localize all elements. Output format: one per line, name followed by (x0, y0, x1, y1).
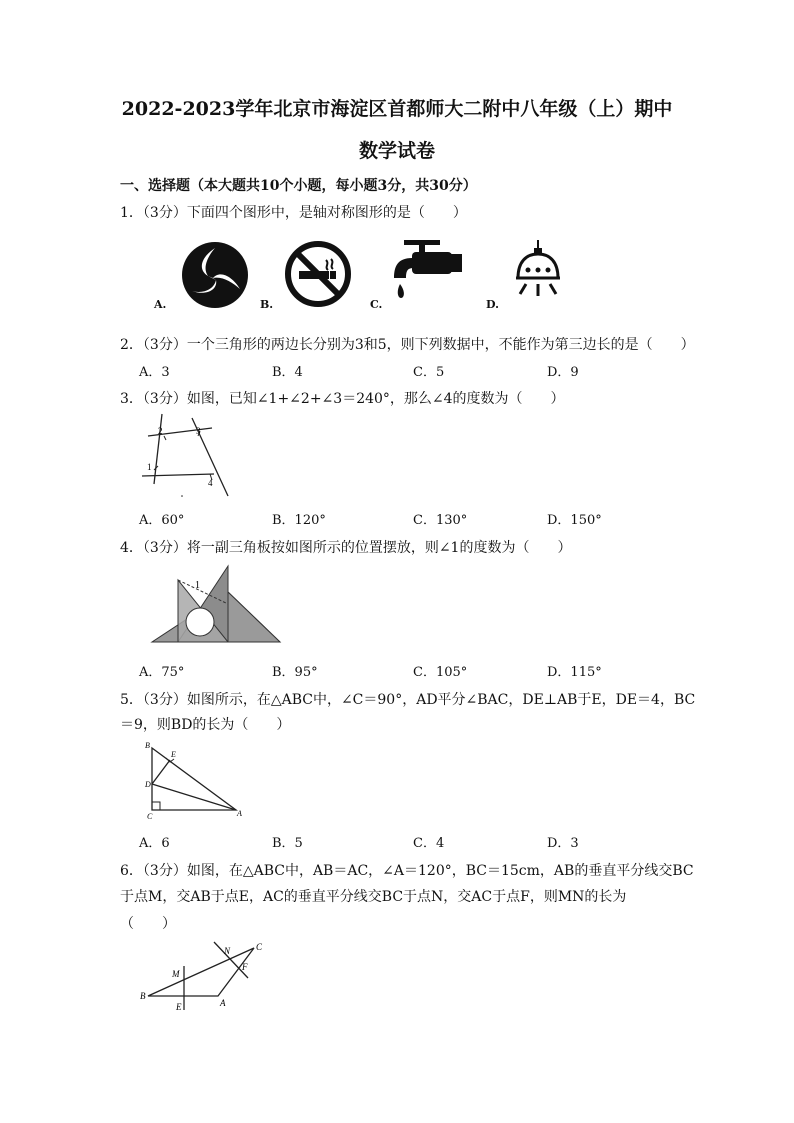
question-5-stem-line1: 5．（3分）如图所示，在△ABC中，∠C＝90°，AD平分∠BAC，DE⊥AB于E，DE＝4，BC (120, 692, 696, 708)
q4-option-d: D．115° (547, 665, 602, 680)
page-subtitle: 数学试卷 (358, 140, 435, 162)
question-6-stem-line3: （ ） (120, 916, 176, 932)
q1-option-b-label: B. (260, 298, 274, 311)
q2-option-b: B．4 (272, 365, 303, 380)
q1-figure-b-no-smoking (284, 240, 352, 308)
q1-figure-d-lamp (510, 240, 566, 306)
q3-label-1: 1 (147, 462, 152, 472)
q5-option-d: D．3 (547, 836, 579, 851)
q4-figure-set-squares (150, 562, 282, 644)
q3-option-a: A．60° (139, 513, 185, 528)
q2-option-a: A．3 (139, 365, 170, 380)
q5-option-b: B．5 (272, 836, 303, 851)
q3-figure-quadrilateral (138, 414, 238, 498)
q1-option-c-label: C. (370, 298, 383, 311)
q6-label-f: F (242, 962, 248, 972)
q3-label-2: 2 (158, 426, 163, 436)
q6-label-m: M (172, 969, 180, 979)
question-6-stem-line1: 6．（3分）如图，在△ABC中，AB＝AC，∠A＝120°，BC＝15cm，AB的垂直平分线交BC (120, 863, 694, 879)
q5-figure-right-triangle (144, 740, 248, 822)
q6-label-b: B (140, 991, 146, 1001)
page-title: 2022-2023学年北京市海淀区首都师大二附中八年级（上）期中 (121, 98, 673, 120)
q1-figure-a-tri-swirl (180, 240, 250, 310)
q5-label-e: E (171, 750, 176, 759)
q4-option-a: A．75° (139, 665, 185, 680)
q1-option-d-label: D. (486, 298, 499, 311)
q3-label-3: 3 (196, 426, 201, 436)
question-2-stem: 2．（3分）一个三角形的两边长分别为3和5，则下列数据中，不能作为第三边长的是（ ） (120, 337, 695, 353)
question-4-stem: 4．（3分）将一副三角板按如图所示的位置摆放，则∠1的度数为（ ） (120, 540, 572, 556)
q6-label-a: A (220, 998, 226, 1008)
q3-option-c: C．130° (413, 513, 468, 528)
q6-label-c: C (256, 942, 263, 952)
q5-label-a: A (237, 809, 242, 818)
q4-label-1: 1 (195, 580, 200, 591)
q4-option-b: B．95° (272, 665, 318, 680)
question-5-stem-line2: ＝9，则BD的长为（ ） (120, 717, 291, 733)
q6-figure-isosceles-triangle (138, 940, 274, 1014)
q3-label-4: 4 (208, 478, 213, 488)
q1-option-a-label: A. (154, 298, 167, 311)
q5-label-b: B (145, 741, 150, 750)
q5-label-c: C (147, 812, 153, 821)
question-1-stem: 1．（3分）下面四个图形中，是轴对称图形的是（ ） (120, 205, 467, 221)
q5-option-c: C．4 (413, 836, 445, 851)
q3-option-d: D．150° (547, 513, 602, 528)
q3-option-b: B．120° (272, 513, 326, 528)
question-3-stem: 3．（3分）如图，已知∠1+∠2+∠3＝240°，那么∠4的度数为（ ） (120, 391, 565, 407)
q2-option-c: C．5 (413, 365, 445, 380)
question-6-stem-line2: 于点M，交AB于点E，AC的垂直平分线交BC于点N，交AC于点F，则MN的长为 (120, 889, 627, 905)
section-heading: 一、选择题（本大题共10个小题，每小题3分，共30分） (120, 178, 477, 194)
q5-label-d: D (145, 780, 151, 789)
q6-label-n: N (224, 946, 231, 956)
q5-option-a: A．6 (139, 836, 170, 851)
q2-option-d: D．9 (547, 365, 579, 380)
q1-figure-c-faucet (392, 236, 464, 308)
q4-option-c: C．105° (413, 665, 468, 680)
q6-label-e: E (176, 1002, 182, 1012)
